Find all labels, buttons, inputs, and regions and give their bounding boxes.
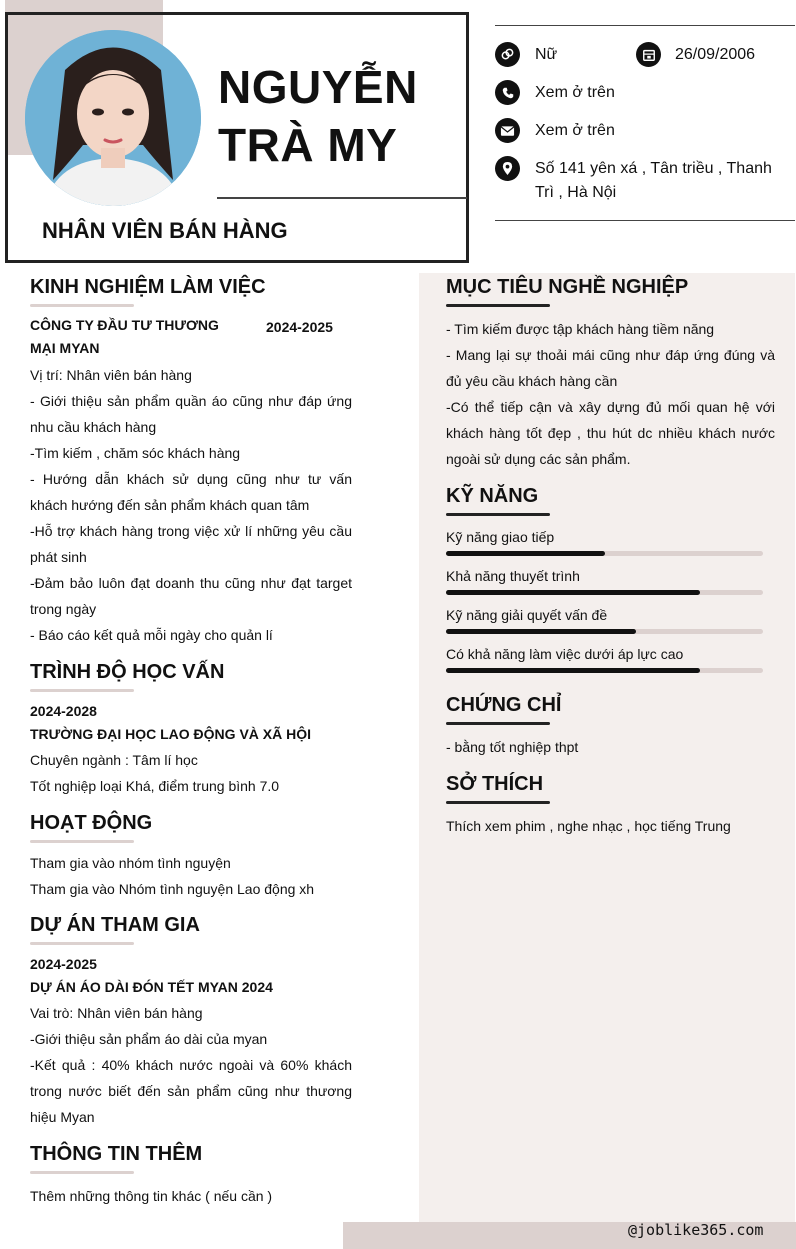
experience-company: CÔNG TY ĐẦU TƯ THƯƠNG MẠI MYAN bbox=[30, 317, 219, 356]
certificates-text: - bằng tốt nghiệp thpt bbox=[446, 739, 579, 755]
hobbies-underline bbox=[446, 801, 550, 804]
education-underline bbox=[30, 689, 134, 692]
education-school: TRƯỜNG ĐẠI HỌC LAO ĐỘNG VÀ XÃ HỘI bbox=[30, 726, 312, 742]
certificates-underline bbox=[446, 722, 550, 725]
skill-label: Kỹ năng giao tiếp bbox=[446, 529, 555, 545]
name-line-2: TRÀ MY bbox=[218, 119, 398, 171]
skills-title: KỸ NĂNG bbox=[446, 485, 539, 507]
skill-label: Khả năng thuyết trình bbox=[446, 568, 580, 584]
project-item: -Giới thiệu sản phẩm áo dài của myan bbox=[30, 1031, 268, 1047]
calendar-icon bbox=[636, 42, 661, 67]
objective-title: MỤC TIÊU NGHỀ NGHIỆP bbox=[446, 276, 689, 298]
additional-title: THÔNG TIN THÊM bbox=[30, 1143, 203, 1165]
location-icon bbox=[495, 156, 520, 181]
hobbies-title: SỞ THÍCH bbox=[446, 773, 544, 795]
name-divider bbox=[217, 197, 467, 199]
objective-item: -Có thể tiếp cận và xây dựng đủ mối quan hệ với khách hàng tốt đẹp , thu hút dc nhiều khách nước ngoài sử dụng các sản phẩm. bbox=[446, 399, 775, 467]
birthday-value: 26/09/2006 bbox=[675, 46, 756, 63]
experience-underline bbox=[30, 304, 134, 307]
certificates-title: CHỨNG CHỈ bbox=[446, 694, 562, 716]
experience-item: -Hỗ trợ khách hàng trong việc xử lí những yêu cầu phát sinh bbox=[30, 523, 352, 565]
activities-list bbox=[30, 850, 314, 902]
education-title: TRÌNH ĐỘ HỌC VẤN bbox=[30, 661, 225, 683]
contact-divider-top bbox=[495, 25, 795, 26]
email-icon bbox=[495, 118, 520, 143]
activities-title: HOẠT ĐỘNG bbox=[30, 812, 153, 834]
education-years: 2024-2028 bbox=[30, 703, 97, 719]
project-list bbox=[30, 1026, 352, 1130]
objective-underline bbox=[446, 304, 550, 307]
skill-label: Có khả năng làm việc dưới áp lực cao bbox=[446, 646, 684, 662]
experience-item: - Giới thiệu sản phẩm quần áo cũng như đáp ứng nhu cầu khách hàng bbox=[30, 393, 352, 435]
job-title: NHÂN VIÊN BÁN HÀNG bbox=[42, 218, 288, 243]
phone-value: Xem ở trên bbox=[535, 84, 615, 101]
experience-item: -Đảm bảo luôn đạt doanh thu cũng như đạt target trong ngày bbox=[30, 575, 352, 617]
project-name: DỰ ÁN ÁO DÀI ĐÓN TẾT MYAN 2024 bbox=[30, 979, 273, 995]
skills-underline bbox=[446, 513, 550, 516]
portrait-photo bbox=[25, 30, 201, 206]
objective-item: - Tìm kiếm được tập khách hàng tiềm năng bbox=[446, 321, 715, 337]
skill-bar-track bbox=[446, 590, 763, 595]
project-years: 2024-2025 bbox=[30, 956, 97, 972]
objective-list bbox=[446, 316, 775, 472]
experience-list bbox=[30, 388, 352, 648]
experience-item: - Báo cáo kết quả mỗi ngày cho quản lí bbox=[30, 627, 273, 643]
experience-years: 2024-2025 bbox=[266, 319, 333, 335]
projects-underline bbox=[30, 942, 134, 945]
activity-item: Tham gia vào nhóm tình nguyện bbox=[30, 855, 231, 871]
projects-title: DỰ ÁN THAM GIA bbox=[30, 914, 200, 936]
skill-bar-track bbox=[446, 629, 763, 634]
email-value: Xem ở trên bbox=[535, 122, 615, 139]
education-major: Chuyên ngành : Tâm lí học bbox=[30, 752, 198, 768]
education-grade: Tốt nghiệp loại Khá, điểm trung bình 7.0 bbox=[30, 778, 280, 794]
objective-item: - Mang lại sự thoải mái cũng như đáp ứng đúng và đủ yêu cầu khách hàng cần bbox=[446, 347, 775, 389]
additional-underline bbox=[30, 1171, 134, 1174]
project-item: -Kết quả : 40% khách nước ngoài và 60% khách trong nước biết đến sản phẩm cũng như thương hiệu Myan bbox=[30, 1057, 352, 1125]
additional-text: Thêm những thông tin khác ( nếu cần ) bbox=[30, 1188, 273, 1204]
skill-bar-fill bbox=[446, 629, 636, 634]
skill-bar-track bbox=[446, 668, 763, 673]
hobbies-text: Thích xem phim , nghe nhạc , học tiếng Trung bbox=[446, 818, 731, 834]
skill-label: Kỹ năng giải quyết vấn đề bbox=[446, 607, 608, 623]
full-name bbox=[218, 58, 418, 174]
experience-position: Vị trí: Nhân viên bán hàng bbox=[30, 367, 192, 383]
gender-icon bbox=[495, 42, 520, 67]
skill-bar-track bbox=[446, 551, 763, 556]
phone-icon bbox=[495, 80, 520, 105]
footer-watermark: @joblike365.com bbox=[628, 1221, 764, 1239]
activity-item: Tham gia vào Nhóm tình nguyện Lao động xh bbox=[30, 881, 315, 897]
activities-underline bbox=[30, 840, 134, 843]
skill-bar-fill bbox=[446, 668, 700, 673]
avatar bbox=[25, 30, 201, 206]
contact-divider-bottom bbox=[495, 220, 795, 221]
address-value: Số 141 yên xá , Tân triều , Thanh Trì , Hà Nội bbox=[535, 160, 772, 201]
experience-item: - Hướng dẫn khách sử dụng cũng như tư vấn khách hướng đến sản phẩm khách quan tâm bbox=[30, 471, 352, 513]
gender-value: Nữ bbox=[535, 46, 558, 63]
name-line-1: NGUYỄN bbox=[218, 61, 418, 113]
project-role: Vai trò: Nhân viên bán hàng bbox=[30, 1005, 203, 1021]
skill-bar-fill bbox=[446, 590, 700, 595]
experience-item: -Tìm kiếm , chăm sóc khách hàng bbox=[30, 445, 241, 461]
skill-bar-fill bbox=[446, 551, 605, 556]
experience-title: KINH NGHIỆM LÀM VIỆC bbox=[30, 276, 266, 298]
